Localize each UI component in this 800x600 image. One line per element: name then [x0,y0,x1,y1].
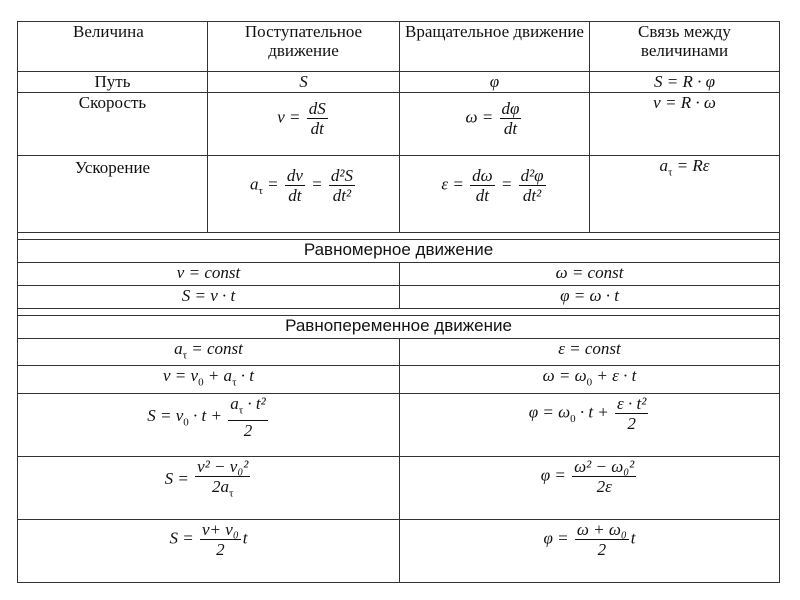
var3r-num: ε · t² [617,393,647,413]
var3-lhs: S = v [147,405,184,425]
var2r-a: ω = ω [542,366,587,386]
variable-row-3 [18,393,780,456]
accel-trans-num1: dv [286,166,303,185]
accel-trans-den1: dt [288,186,302,205]
var2-sub0: 0 [198,376,204,389]
var5r-lhs: φ = [543,528,569,548]
var5-end: t [242,528,248,548]
var5r-den: 2 [597,539,607,559]
spacer-row [18,233,780,240]
accel-rot-den1: dt [475,186,489,205]
variable-title: Равнопеременное движение [18,316,780,339]
var3-mid: · t + [188,405,222,425]
uniform-row-1 [18,263,780,286]
label-acceleration: Ускорение [18,156,208,233]
var3r-sub0: 0 [570,412,576,425]
var5-frac [200,520,241,559]
uniform-trans-1: v = const [18,263,400,286]
accel-rel-a: a [659,156,668,175]
var2-a: v = v [163,366,199,386]
var3-sub0: 0 [183,416,189,429]
spacer-cell [18,233,780,240]
var4-frac [195,457,250,503]
header-relation: Связь между величинами [590,22,780,72]
accel-rot-lhs: ε = [441,174,464,194]
path-rotational: φ [400,72,590,93]
row-path [18,72,780,93]
variable-row-2 [18,366,780,393]
accel-rel-sub: τ [668,166,673,179]
var3r-mid: · t + [575,402,609,422]
var4-den-a: 2a [212,476,230,496]
var3r-den: 2 [627,413,636,433]
speed-trans-lhs: v = [277,107,301,127]
accel-trans-frac2 [329,166,355,205]
variable-row-4 [18,456,780,519]
var3-num-a: a [230,393,239,413]
path-relation: S = R · φ [590,72,780,93]
accel-rel-rest: = Rε [672,156,710,175]
var3-num-rest: · t² [243,393,266,413]
var5r-num: ω + ω₀ [576,519,627,539]
var5-num: v+ v₀ [202,519,239,539]
variable-trans-4 [18,456,400,519]
var2r-sub0: 0 [586,376,593,389]
var4-lhs: S = [164,468,189,488]
variable-title-row [18,316,780,339]
label-speed: Скорость [18,93,208,156]
var4-den [195,477,250,503]
accel-trans-den2: dt² [332,186,352,205]
accel-relation [590,156,780,233]
uniform-rot-1: ω = const [400,263,780,286]
label-path: Путь [18,72,208,93]
accel-trans-sub: τ [258,184,263,197]
accel-trans-a: a [249,174,259,194]
header-translational: Поступательное движение [208,22,400,72]
path-translational: S [208,72,400,93]
var3r-lhs: φ = ω [528,402,571,422]
variable-row-1 [18,339,780,366]
header-row [18,22,780,72]
var1-sub: τ [182,349,188,362]
speed-trans-den: dt [310,119,324,138]
var3-num [228,394,268,421]
var3-den: 2 [243,421,253,441]
var4r-lhs: φ = [540,465,566,485]
var2r-end: + ε · t [592,366,637,386]
spacer-cell-2 [18,309,780,316]
variable-rot-1: ε = const [400,339,780,366]
var3-frac [228,394,268,440]
speed-trans-fraction [307,99,328,138]
var3r-frac [615,394,648,433]
var5-den: 2 [216,539,225,559]
uniform-row-2 [18,286,780,309]
var2-mid: + a [203,366,233,386]
accel-rot-num2: d²φ [520,166,544,185]
var5r-end: t [630,528,636,548]
row-acceleration [18,156,780,233]
var4-num: v² − v₀² [197,456,249,476]
accel-trans-num2: d²S [330,166,354,185]
speed-rot-num: dφ [501,99,520,118]
var4-den-sub: τ [229,487,234,500]
speed-translational [208,93,400,156]
var1-rest: = const [187,339,243,358]
variable-row-5 [18,519,780,582]
var5r-frac [575,520,629,559]
var4r-num: ω² − ω₀² [574,456,635,476]
var4r-den: 2ε [596,476,612,496]
accel-trans-frac1 [285,166,305,205]
uniform-rot-2: φ = ω · t [400,286,780,309]
accel-rot-frac2 [519,166,546,205]
var4r-frac [572,457,636,496]
uniform-title-row [18,240,780,263]
var2-subt: τ [232,376,237,389]
row-speed [18,93,780,156]
variable-rot-4 [400,456,780,519]
variable-rot-3 [400,393,780,456]
uniform-trans-2: S = v · t [18,286,400,309]
accel-rot-eq2: = [500,174,513,194]
speed-trans-num: dS [308,99,326,118]
var3-num-sub: τ [238,404,244,417]
accel-rot-frac1 [470,166,495,205]
variable-trans-1 [18,339,400,366]
accel-trans-eq2: = [311,174,323,194]
speed-rot-lhs: ω = [465,107,494,127]
var1-a: a [174,339,183,358]
variable-trans-5 [18,519,400,582]
uniform-title: Равномерное движение [18,240,780,263]
var2-end: · t [236,366,254,386]
variable-trans-2 [18,366,400,393]
kinematics-table [17,21,780,583]
variable-trans-3 [18,393,400,456]
accel-trans-eq: = [267,174,279,194]
var5-lhs: S = [169,528,194,548]
spacer-row-2 [18,309,780,316]
variable-rot-2 [400,366,780,393]
header-rotational: Вращательное движение [400,22,590,72]
speed-rot-fraction [500,99,522,138]
accel-rot-num1: dω [472,166,493,185]
accel-translational [208,156,400,233]
header-quantity: Величина [18,22,208,72]
accel-rot-den2: dt² [522,186,542,205]
speed-rotational [400,93,590,156]
speed-relation: v = R · ω [590,93,780,156]
accel-rotational [400,156,590,233]
variable-rot-5 [400,519,780,582]
speed-rot-den: dt [503,119,518,138]
